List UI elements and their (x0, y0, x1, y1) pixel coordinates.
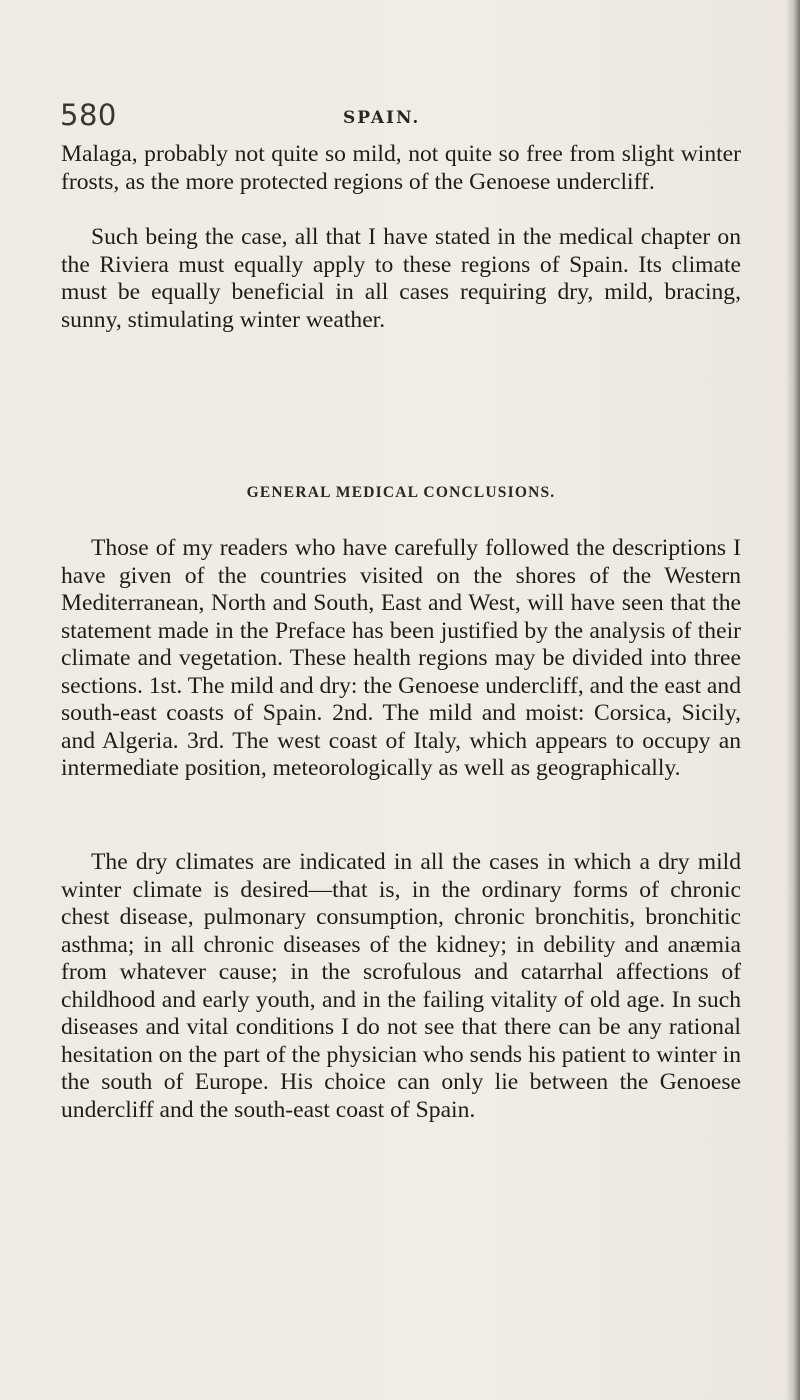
paragraph-health-regions: Those of my readers who have carefully followed the descriptions I have given of the countries visited on the shores of the Western Mediterranean, North and South, East and West, will have seen that the statement made in the Preface has been justified by the analysis of their climate and vegetation. These health regions may be divided into three sections. 1st. The mild and dry: the Genoese undercliff, and the east and south-east coasts of Spain. 2nd. The mild and moist: Corsica, Sicily, and Algeria. 3rd. The west coast of Italy, which appears to occupy an intermediate position, meteorologically as well as geographically. (61, 535, 741, 781)
page-edge-shadow (786, 0, 800, 1400)
page-number: 580 (60, 98, 117, 132)
section-heading: GENERAL MEDICAL CONCLUSIONS. (246, 484, 556, 501)
paragraph-continuation: Malaga, probably not quite so mild, not quite so free from slight winter frosts, as the more protected regions of the Genoese undercliff. (61, 141, 741, 195)
paragraph-dry-climates: The dry climates are indicated in all the cases in which a dry mild winter climate is desired—that is, in the ordinary forms of chronic chest disease, pulmonary consumption, chronic bronchitis, bronchitic asthma; in all chronic diseases of the kidney; in debility and anæmia from whatever cause; in the scrofulous and catarrhal affections of childhood and early youth, and in the failing vitality of old age. In such diseases and vital conditions I do not see that there can be any rational hesitation on the part of the physician who sends his patient to winter in the south of Europe. His choice can only lie between the Genoese undercliff and the south-east coast of Spain. (61, 849, 741, 1123)
paragraph-riviera-comparison: Such being the case, all that I have stated in the medical chapter on the Riviera must equally apply to these regions of Spain. Its climate must be equally beneficial in all cases requiring dry, mild, bracing, sunny, stimulating winter weather. (61, 224, 741, 333)
page-header (60, 98, 740, 142)
running-head: SPAIN. (343, 108, 421, 128)
